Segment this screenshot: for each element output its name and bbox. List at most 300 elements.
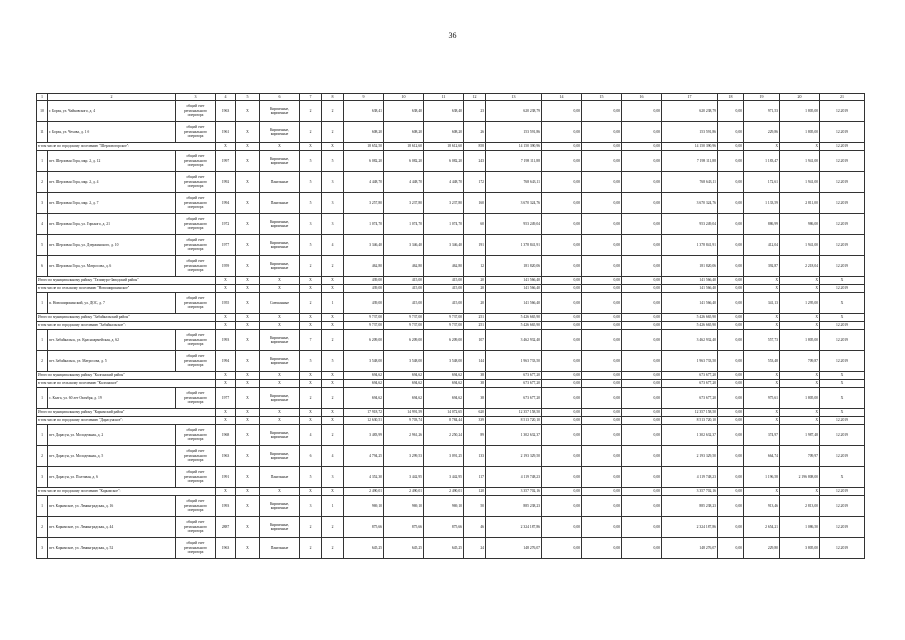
table-cell: 8 513 720,10 [662,417,718,425]
table-cell: 1 805,00 [780,101,820,122]
table-cell: 1 074,70 [424,214,464,235]
table-cell: 3 442,95 [384,467,424,488]
table-cell: Х [322,380,344,388]
header-cell: 14 [542,94,582,101]
table-cell: Кирпичные, кирпичные [260,256,300,277]
summary-row [37,409,865,417]
table-row [37,172,865,193]
table-cell: 0,00 [622,235,662,256]
table-cell: 0,00 [542,372,582,380]
table-cell: 886,99 [744,214,780,235]
table-cell: 0,00 [622,351,662,372]
table-cell: Х [780,314,820,322]
table-cell: 141 566,40 [486,277,542,285]
table-cell: 12.2019 [820,214,865,235]
table-cell: общий счет регионального оператора [176,293,216,314]
table-cell: общий счет регионального оператора [176,151,216,172]
table-cell: 0,00 [622,409,662,417]
header-cell: 7 [300,94,322,101]
table-cell: 38 [464,388,486,409]
table-cell: 0,00 [718,172,744,193]
table-cell: 89 [464,425,486,446]
table-cell: 1959 [216,256,236,277]
table-cell: 0,00 [582,193,622,214]
table-cell: 12.2019 [820,151,865,172]
table-cell: Х [300,143,322,151]
table-cell: 0,00 [622,122,662,143]
table-cell: 339 [464,417,486,425]
table-cell: 0,00 [718,496,744,517]
table-cell: Х [300,380,322,388]
table-cell: 0,00 [542,351,582,372]
table-cell: 768 643,11 [662,172,718,193]
table-cell: Х [236,380,260,388]
table-cell: 148 276,07 [662,538,718,559]
table-cell: 1 086,50 [780,517,820,538]
table-cell: Кирпичные, кирпичные [260,151,300,172]
table-cell: Х [744,285,780,293]
table-cell: 2 961,26 [384,425,424,446]
table-cell: 20 [464,277,486,285]
table-cell: пгт. Шерловая Гора, ул. Горького, д. 21 [48,214,176,235]
table-cell: Х [300,285,322,293]
table-cell: 14 072,65 [424,409,464,417]
table-cell: 1963 [216,101,236,122]
table-cell: 1992 [216,172,236,193]
table-cell: 415,00 [424,277,464,285]
table-cell: Х [236,330,260,351]
table-cell: 462,80 [424,256,464,277]
table-cell: 6 082,20 [344,151,384,172]
table-cell: Х [216,322,236,330]
table-cell: 0,00 [718,151,744,172]
table-cell: Х [300,417,322,425]
table-cell: 3 442,95 [424,467,464,488]
table-cell: пгт. Карымское, ул. Ленинградская, д. 16 [48,496,176,517]
table-cell: 0,00 [582,256,622,277]
table-cell: 12 630,51 [344,417,384,425]
table-cell: 1968 [216,425,236,446]
table-cell: 986,00 [780,214,820,235]
table-cell: Х [236,417,260,425]
table-cell: Х [300,277,322,285]
table-cell: 3 [37,538,48,559]
table-cell: 1993 [216,496,236,517]
table-cell: 0,00 [542,425,582,446]
table-cell: 0,00 [622,256,662,277]
table-cell: Х [744,417,780,425]
table-cell: 12.2019 [820,322,865,330]
table-cell: 0,00 [622,446,662,467]
table-cell: 12.2019 [820,488,865,496]
table-cell: 0,00 [542,467,582,488]
table-cell: общий счет регионального оператора [176,446,216,467]
table-cell: Панельные [260,538,300,559]
table-cell: Х [216,277,236,285]
table-cell: 60 [464,214,486,235]
table-cell: 3 346,40 [384,235,424,256]
table-cell: 4 [322,446,344,467]
table-cell: 148 276,07 [486,538,542,559]
table-cell: 6 209,00 [424,330,464,351]
table-row [37,425,865,446]
table-cell: 415,00 [384,277,424,285]
table-cell: 4 352,30 [344,467,384,488]
table-cell: 251 [464,314,486,322]
table-row [37,214,865,235]
table-cell: Х [216,285,236,293]
table-cell: 0,00 [622,314,662,322]
table-cell: 645,25 [424,538,464,559]
table-cell: 120 [464,488,486,496]
table-cell: 1 941,00 [780,151,820,172]
header-cell: 8 [322,94,344,101]
table-cell: 12 357 158,50 [662,409,718,417]
table-cell: 620 [464,409,486,417]
table-cell: Х [260,285,300,293]
header-cell: 1 [37,94,48,101]
table-cell: 0,00 [718,322,744,330]
table-cell: Х [260,322,300,330]
table-cell: 2 [322,101,344,122]
table-cell: 0,00 [582,488,622,496]
table-cell: 694,62 [384,380,424,388]
table-cell: 6 [37,256,48,277]
table-cell: 2 218,04 [780,256,820,277]
table-cell: 415,00 [424,285,464,293]
table-cell: 4 [37,214,48,235]
table-cell: Х [780,488,820,496]
table-cell: 1 [322,293,344,314]
table-cell: 0,00 [622,293,662,314]
table-cell: 9 737,00 [384,322,424,330]
table-cell: 2 [300,538,322,559]
table-cell: 5 [300,235,322,256]
table-cell: 1955 [216,293,236,314]
table-cell: пгт. Карымское, ул. Ленинградская, д. 44 [48,517,176,538]
table-cell: 0,00 [582,496,622,517]
table-cell: 2 324 187,86 [662,517,718,538]
table-cell: 620 238,79 [662,101,718,122]
table-cell: Смешанные [260,293,300,314]
table-cell: 4 119 748,23 [486,467,542,488]
table-cell: 0,00 [582,425,622,446]
table-cell: 0,00 [622,372,662,380]
table-cell: 694,62 [384,372,424,380]
table-cell: 0,00 [582,467,622,488]
table-cell: Итого по муниципальному району "Газимуро-Заводский район" [37,277,216,285]
table-cell: Кирпичные, кирпичные [260,235,300,256]
table-cell: с. Калга, ул. 60 лет Октября, д. 19 [48,388,176,409]
table-cell: в том числе по сельскому поселению "Калганское" [37,380,216,388]
table-cell: Х [260,409,300,417]
table-cell: пгт. Шерловая Гора, ул. Матросова, д. 6 [48,256,176,277]
table-cell: 12 [464,256,486,277]
table-cell: общий счет регионального оператора [176,256,216,277]
table-cell: 2 [300,122,322,143]
table-cell: 415,00 [384,285,424,293]
table-cell: 243 [464,151,486,172]
header-cell: 5 [236,94,260,101]
table-cell: 153 591,86 [486,122,542,143]
table-cell: Х [236,322,260,330]
table-cell: общий счет регионального оператора [176,122,216,143]
table-cell: Х [300,409,322,417]
table-cell: 638,40 [424,101,464,122]
table-cell: Х [236,351,260,372]
table-cell: 3 346,40 [424,235,464,256]
table-cell: 608,20 [424,122,464,143]
table-cell: 0,00 [582,151,622,172]
table-cell: 2 [37,351,48,372]
table-cell: 2887 [216,517,236,538]
table-cell: пгт. Шерловая Гора, ул. Дзержинского, д. 10 [48,235,176,256]
table-cell: 9 703,74 [384,417,424,425]
table-cell: 0,00 [718,314,744,322]
table-cell: 0,00 [582,330,622,351]
table-cell: 0,00 [718,193,744,214]
table-cell: 0,00 [542,277,582,285]
header-cell: 11 [424,94,464,101]
table-cell: 2 196 808,00 [780,467,820,488]
table-cell: 6 082,20 [384,151,424,172]
table-cell: Кирпичные, кирпичные [260,517,300,538]
table-cell: в том числе по городскому поселению "Карымское": [37,488,216,496]
table-cell: Х [744,488,780,496]
table-cell: общий счет регионального оператора [176,351,216,372]
table-cell: 3 462 932,40 [486,330,542,351]
table-cell: 11 [37,122,48,143]
table-cell: 1 [322,496,344,517]
table-cell: 3 346,40 [344,235,384,256]
table-row [37,496,865,517]
table-cell: 0,00 [582,322,622,330]
table-cell: 141 566,40 [662,277,718,285]
table-cell: 0,00 [718,488,744,496]
table-cell: 24 [464,538,486,559]
table-cell: 144 [464,351,486,372]
table-cell: пгт. Дарасун, ул. Молодежная, д. 2 [48,425,176,446]
table-cell: пгт. Дарасун, ул. Молодежная, д. 5 [48,446,176,467]
table-cell: 1 [37,330,48,351]
table-cell: 673 677,20 [486,380,542,388]
table-cell: 0,00 [622,467,662,488]
header-cell: 4 [216,94,236,101]
table-cell: Х [322,314,344,322]
table-cell: Х [236,151,260,172]
table-cell: 0,00 [622,425,662,446]
table-cell: 875,66 [384,517,424,538]
table-cell: 0,00 [542,417,582,425]
table-cell: 181 820,06 [486,256,542,277]
table-cell: 3 [322,467,344,488]
table-cell: 0,00 [542,517,582,538]
table-cell: 107 [464,330,486,351]
table-row [37,446,865,467]
table-cell: 969,10 [384,496,424,517]
header-cell: 17 [662,94,718,101]
table-cell: 913,46 [744,496,780,517]
table-cell: 0,00 [542,538,582,559]
table-cell: 5 426 665,90 [662,322,718,330]
table-cell: 3 [300,496,322,517]
table-cell: 0,00 [542,101,582,122]
table-cell: 953 249,04 [662,214,718,235]
table-cell: 8 513 720,10 [486,417,542,425]
table-cell: 0,00 [718,417,744,425]
table-cell: Панельные [260,467,300,488]
table-cell: пгт. Дарасун, ул. Полтавая, д. 6 [48,467,176,488]
table-cell: 673 677,20 [486,372,542,380]
table-cell: 1994 [216,193,236,214]
summary-row [37,488,865,496]
table-cell: 172,61 [744,172,780,193]
table-cell: 673 677,20 [486,388,542,409]
table-cell: 12.2019 [820,143,865,151]
table-cell: 694,62 [344,372,384,380]
table-cell: 18 612,60 [424,143,464,151]
table-cell: 38 [464,372,486,380]
table-cell: 1 378 841,91 [486,235,542,256]
table-cell: Кирпичные, кирпичные [260,330,300,351]
table-cell: Кирпичные, кирпичные [260,214,300,235]
table-cell: Кирпичные, кирпичные [260,496,300,517]
table-cell: пгт. Шерловая Гора, мкр. 2, д. 12 [48,151,176,172]
table-cell: Итого по муниципальному району "Калганский район" [37,372,216,380]
table-cell: общий счет регионального оператора [176,172,216,193]
table-cell: 2 [322,425,344,446]
table-cell: 9 737,00 [384,314,424,322]
table-row [37,256,865,277]
table-cell: Х [236,314,260,322]
header-row [37,94,865,101]
table-cell: 2 490,01 [344,488,384,496]
table-cell: 12 357 158,50 [486,409,542,417]
table-cell: Панельные [260,193,300,214]
table-cell: 6 209,00 [384,330,424,351]
table-cell: Х [236,193,260,214]
table-cell: Х [322,285,344,293]
table-cell: 2 [37,446,48,467]
table-cell: 0,00 [622,330,662,351]
table-cell: 12.2019 [820,193,865,214]
table-cell: Х [236,488,260,496]
table-cell: Х [236,409,260,417]
table-cell: 1993 [216,330,236,351]
table-cell: 12.2019 [820,101,865,122]
table-cell: 5 [322,351,344,372]
table-cell: Х [322,417,344,425]
header-cell: 6 [260,94,300,101]
table-cell: Х [820,293,865,314]
table-cell: 0,00 [622,285,662,293]
header-cell: 2 [48,94,176,101]
table-cell: Х [236,538,260,559]
table-cell: 1 [37,496,48,517]
table-cell: 608,20 [344,122,384,143]
table-cell: 0,00 [622,488,662,496]
table-row [37,293,865,314]
summary-row [37,277,865,285]
table-cell: 709,87 [780,351,820,372]
table-cell: Х [300,314,322,322]
table-cell: 0,00 [718,351,744,372]
table-cell: 694,62 [384,388,424,409]
summary-row [37,380,865,388]
table-cell: 5 [322,151,344,172]
table-cell: Х [236,425,260,446]
table-cell: 0,00 [542,235,582,256]
table-cell: Х [322,372,344,380]
header-cell: 3 [176,94,216,101]
summary-row [37,314,865,322]
table-cell: 0,00 [622,322,662,330]
table-cell: 172 [464,172,486,193]
table-cell: 439,00 [344,293,384,314]
table-cell: Кирпичные, кирпичные [260,351,300,372]
table-cell: Х [260,143,300,151]
table-row [37,235,865,256]
table-cell: 4 448,70 [424,172,464,193]
table-cell: Х [744,322,780,330]
table-cell: 2 [322,538,344,559]
table-cell: Х [260,277,300,285]
table-cell: 5 [300,467,322,488]
table-cell: 7 [300,330,322,351]
table-cell: 3 805,00 [780,538,820,559]
table-cell: Х [820,380,865,388]
table-cell: 18 612,60 [384,143,424,151]
table-cell: 553,48 [744,351,780,372]
table-cell: 3 [322,214,344,235]
table-cell: 0,00 [718,293,744,314]
table-cell: 3 [300,214,322,235]
table-cell: 0,00 [582,351,622,372]
table-cell: общий счет регионального оператора [176,496,216,517]
table-cell: 439,00 [344,277,384,285]
table-cell: 2 [37,172,48,193]
table-cell: 7 198 111,88 [486,151,542,172]
table-cell: 18 652,50 [344,143,384,151]
table-cell: 0,00 [582,101,622,122]
table-cell: Итого по муниципальному району "Забайкальский район" [37,314,216,322]
table-cell: 12.2019 [820,425,865,446]
table-cell: в том числе по городскому поселению "Дарасунское": [37,417,216,425]
table-cell: 645,25 [384,538,424,559]
table-cell: Х [744,143,780,151]
table-cell: 3 548,00 [384,351,424,372]
table-cell: 9 737,00 [424,314,464,322]
table-cell: Х [744,314,780,322]
table-cell: Х [236,101,260,122]
table-cell: 2 813,00 [780,496,820,517]
table-cell: 1977 [216,235,236,256]
table-cell: 17 918,72 [344,409,384,417]
table-cell: Х [820,409,865,417]
table-cell: 3 [37,193,48,214]
table-cell: Х [236,143,260,151]
table-cell: 1997 [216,151,236,172]
table-cell: 0,00 [582,172,622,193]
table-cell: 0,00 [622,277,662,285]
table-cell: 1 941,00 [780,172,820,193]
table-cell: 1 074,70 [384,214,424,235]
table-cell: 638,41 [344,101,384,122]
table-cell: 1 302 632,37 [662,425,718,446]
table-cell: 4 [322,235,344,256]
table-cell: 0,00 [622,496,662,517]
table-cell: 6 [300,446,322,467]
